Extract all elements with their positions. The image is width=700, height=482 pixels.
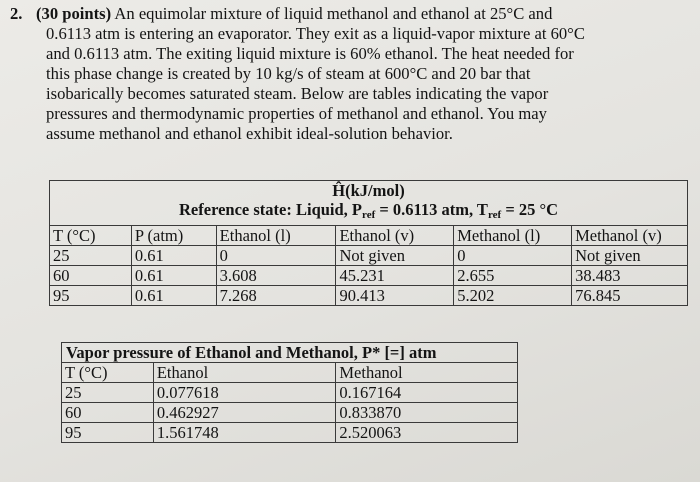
problem-text-line: and 0.6113 atm. The exiting liquid mixture is 60% ethanol. The heat needed for	[46, 44, 574, 63]
table-cell: 0.833870	[336, 403, 518, 423]
table-cell: 7.268	[216, 286, 336, 306]
enthalpy-caption-row	[50, 181, 688, 201]
vapor-caption: Vapor pressure of Ethanol and Methanol, P* [=] atm	[62, 343, 518, 363]
problem-text-line: this phase change is created by 10 kg/s of steam at 600°C and 20 bar that	[46, 64, 531, 83]
problem-text-line: An equimolar mixture of liquid methanol and ethanol at 25°C and	[114, 4, 553, 23]
table-cell: 5.202	[454, 286, 572, 306]
table-cell: Not given	[572, 246, 688, 266]
table-cell: 0.077618	[153, 383, 336, 403]
table-cell: 2.520063	[336, 423, 518, 443]
problem-points: (30 points)	[36, 4, 112, 23]
table-row	[50, 286, 688, 306]
table-cell: 95	[62, 423, 154, 443]
table-cell: 76.845	[572, 286, 688, 306]
reference-state-row	[50, 200, 688, 226]
vapor-caption-row	[62, 343, 518, 363]
column-header: Methanol (l)	[454, 226, 572, 246]
table-row	[50, 246, 688, 266]
table-cell: 1.561748	[153, 423, 336, 443]
problem-line-1	[10, 4, 694, 24]
table-cell: 95	[50, 286, 132, 306]
table-cell: 38.483	[572, 266, 688, 286]
table-row	[62, 403, 518, 423]
column-header: T (°C)	[50, 226, 132, 246]
problem-statement	[10, 4, 694, 144]
table-cell: 0.61	[131, 246, 216, 266]
table-cell: 0.61	[131, 286, 216, 306]
table-cell: 45.231	[336, 266, 454, 286]
enthalpy-caption: Ĥ(kJ/mol)	[50, 181, 688, 201]
table-cell: 0.167164	[336, 383, 518, 403]
table-row	[62, 383, 518, 403]
table-row	[50, 266, 688, 286]
reference-state: Reference state: Liquid, $P_{ref} = 0.6113$ atm, $T_{ref} = 25$ °C	[50, 200, 688, 226]
table-cell: 2.655	[454, 266, 572, 286]
table-cell: 3.608	[216, 266, 336, 286]
column-header: Ethanol (v)	[336, 226, 454, 246]
column-header: P (atm)	[131, 226, 216, 246]
table-cell: 0.61	[131, 266, 216, 286]
column-header: Methanol	[336, 363, 518, 383]
column-header: Methanol (v)	[572, 226, 688, 246]
table-cell: 0	[216, 246, 336, 266]
problem-text-line: isobarically becomes saturated steam. Below are tables indicating the vapor	[46, 84, 549, 103]
enthalpy-table	[49, 180, 688, 306]
table-cell: 0	[454, 246, 572, 266]
problem-text-line: assume methanol and ethanol exhibit ideal-solution behavior.	[46, 124, 453, 143]
vapor-pressure-table	[61, 342, 518, 443]
table-cell: 25	[62, 383, 154, 403]
table-cell: 90.413	[336, 286, 454, 306]
problem-text-line: pressures and thermodynamic properties of methanol and ethanol. You may	[46, 104, 547, 123]
table-cell: 25	[50, 246, 132, 266]
table-cell: 0.462927	[153, 403, 336, 423]
column-header: Ethanol	[153, 363, 336, 383]
problem-number: 2.	[10, 4, 23, 23]
table-cell: 60	[50, 266, 132, 286]
problem-text-line: 0.6113 atm is entering an evaporator. They exit as a liquid-vapor mixture at 60°C	[46, 24, 585, 43]
vapor-header-row	[62, 363, 518, 383]
table-cell: 60	[62, 403, 154, 423]
table-row	[62, 423, 518, 443]
enthalpy-header-row	[50, 226, 688, 246]
column-header: T (°C)	[62, 363, 154, 383]
table-cell: Not given	[336, 246, 454, 266]
column-header: Ethanol (l)	[216, 226, 336, 246]
